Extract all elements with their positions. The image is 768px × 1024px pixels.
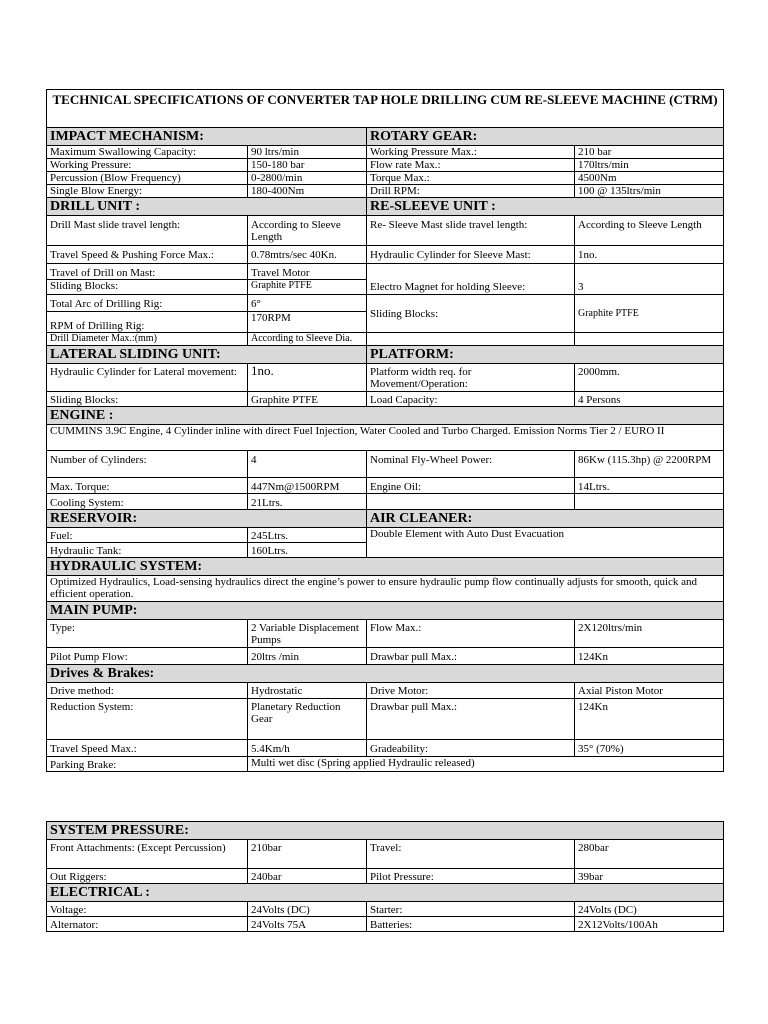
spec-label: Travel: (367, 840, 575, 869)
spec-label: Parking Brake: (47, 757, 248, 772)
spec-label: Engine Oil: (367, 478, 575, 494)
spec-label: Starter: (367, 902, 575, 917)
spec-label: Hydraulic Tank: (47, 543, 248, 558)
spec-label: Gradeability: (367, 740, 575, 757)
spec-value: 20ltrs /min (248, 648, 367, 665)
spec-label: Travel Speed Max.: (47, 740, 248, 757)
spec-value: Hydrostatic (248, 683, 367, 699)
spec-value: 280bar (575, 840, 724, 869)
section-main-pump: MAIN PUMP: (47, 602, 724, 620)
spec-label: Torque Max.: (367, 172, 575, 185)
spec-label: Sliding Blocks: (367, 295, 575, 333)
spec-label: Cooling System: (47, 494, 248, 510)
spec-value: 124Kn (575, 648, 724, 665)
spec-value: 2000mm. (575, 364, 724, 392)
section-reservoir: RESERVOIR: (47, 510, 367, 528)
spec-value: 447Nm@1500RPM (248, 478, 367, 494)
spec-label: Pilot Pump Flow: (47, 648, 248, 665)
spec-value: 170RPM (248, 312, 367, 333)
spec-value: Planetary Reduction Gear (248, 699, 367, 740)
spec-value: 4500Nm (575, 172, 724, 185)
spec-label: RPM of Drilling Rig: (47, 312, 248, 333)
spec-value: 2 Variable Displacement Pumps (248, 620, 367, 648)
spec-value: 160Ltrs. (248, 543, 367, 558)
spec-label: Flow Max.: (367, 620, 575, 648)
spec-label: Voltage: (47, 902, 248, 917)
spec-label: Out Riggers: (47, 869, 248, 884)
spec-table-pressure-electrical (46, 821, 724, 932)
spec-label: Alternator: (47, 917, 248, 932)
spec-label: Sliding Blocks: (47, 392, 248, 407)
spec-label: Sliding Blocks: (47, 280, 248, 295)
spec-value: 35° (70%) (575, 740, 724, 757)
empty-cell (575, 494, 724, 510)
spec-value: 2X120ltrs/min (575, 620, 724, 648)
spec-value: 24Volts 75A (248, 917, 367, 932)
empty-cell (367, 333, 575, 346)
spec-label: Fuel: (47, 528, 248, 543)
empty-cell (367, 494, 575, 510)
section-drives-brakes: Drives & Brakes: (47, 665, 724, 683)
spec-value: 240bar (248, 869, 367, 884)
spec-label: Drive method: (47, 683, 248, 699)
spec-label: Drill Mast slide travel length: (47, 216, 248, 246)
spec-label: Travel of Drill on Mast: (47, 264, 248, 280)
spec-label: Single Blow Energy: (47, 185, 248, 198)
spec-label: Drill RPM: (367, 185, 575, 198)
spec-value: Graphite PTFE (248, 280, 367, 295)
spec-value: Multi wet disc (Spring applied Hydraulic released) (248, 757, 724, 772)
spec-value: 39bar (575, 869, 724, 884)
spec-value: 210bar (248, 840, 367, 869)
spec-value: 21Ltrs. (248, 494, 367, 510)
spec-label: Total Arc of Drilling Rig: (47, 295, 248, 312)
section-electrical: ELECTRICAL : (47, 884, 724, 902)
spec-value: 0-2800/min (248, 172, 367, 185)
spec-label: Reduction System: (47, 699, 248, 740)
spec-label: Maximum Swallowing Capacity: (47, 146, 248, 159)
spec-value: Graphite PTFE (575, 295, 724, 333)
spec-value: 86Kw (115.3hp) @ 2200RPM (575, 451, 724, 478)
spec-value: 4 Persons (575, 392, 724, 407)
spec-label: Hydraulic Cylinder for Sleeve Mast: (367, 246, 575, 264)
spec-value: 180-400Nm (248, 185, 367, 198)
hydraulic-description: Optimized Hydraulics, Load-sensing hydraulics direct the engine’s power to ensure hydraulic pump flow continually adjusts for smooth, quick and efficient operation. (47, 576, 724, 602)
spec-value: Travel Motor (248, 264, 367, 280)
spec-label: Drawbar pull Max.: (367, 648, 575, 665)
spec-value: 245Ltrs. (248, 528, 367, 543)
spec-value: 170ltrs/min (575, 159, 724, 172)
spec-value: 0.78mtrs/sec 40Kn. (248, 246, 367, 264)
spec-label: Working Pressure Max.: (367, 146, 575, 159)
spec-value: 124Kn (575, 699, 724, 740)
spec-label: Pilot Pressure: (367, 869, 575, 884)
spec-label: Nominal Fly-Wheel Power: (367, 451, 575, 478)
spec-value: 150-180 bar (248, 159, 367, 172)
section-resleeve-unit: RE-SLEEVE UNIT : (367, 198, 724, 216)
section-hydraulic-system: HYDRAULIC SYSTEM: (47, 558, 724, 576)
spec-label: Number of Cylinders: (47, 451, 248, 478)
spec-label: Working Pressure: (47, 159, 248, 172)
spec-label: Platform width req. for Movement/Operation: (367, 364, 575, 392)
spec-value: 24Volts (DC) (248, 902, 367, 917)
section-air-cleaner: AIR CLEANER: (367, 510, 724, 528)
section-rotary-gear: ROTARY GEAR: (367, 128, 724, 146)
spec-value: 24Volts (DC) (575, 902, 724, 917)
spec-label: Hydraulic Cylinder for Lateral movement: (47, 364, 248, 392)
spec-label: Max. Torque: (47, 478, 248, 494)
spec-label: Front Attachments: (Except Percussion) (47, 840, 248, 869)
spec-value: 14Ltrs. (575, 478, 724, 494)
spec-label: Electro Magnet for holding Sleeve: (367, 264, 575, 295)
air-cleaner-description: Double Element with Auto Dust Evacuation (367, 528, 724, 558)
spec-label: Percussion (Blow Frequency) (47, 172, 248, 185)
spec-value: 5.4Km/h (248, 740, 367, 757)
spec-label: Travel Speed & Pushing Force Max.: (47, 246, 248, 264)
spec-value: 1no. (575, 246, 724, 264)
spec-value: Axial Piston Motor (575, 683, 724, 699)
section-drill-unit: DRILL UNIT : (47, 198, 367, 216)
spec-value: According to Sleeve Dia. (248, 333, 367, 346)
spec-value: According to Sleeve Length (248, 216, 367, 246)
spec-value: 3 (575, 264, 724, 295)
spec-label: Batteries: (367, 917, 575, 932)
spec-value: Graphite PTFE (248, 392, 367, 407)
spec-label: Load Capacity: (367, 392, 575, 407)
section-engine: ENGINE : (47, 407, 724, 425)
spec-label: Drawbar pull Max.: (367, 699, 575, 740)
section-platform: PLATFORM: (367, 346, 724, 364)
spec-label: Drill Diameter Max.:(mm) (47, 333, 248, 346)
spec-label: Type: (47, 620, 248, 648)
spec-label: Flow rate Max.: (367, 159, 575, 172)
section-lateral-sliding-unit: LATERAL SLIDING UNIT: (47, 346, 367, 364)
spec-value: 90 ltrs/min (248, 146, 367, 159)
spec-label: Drive Motor: (367, 683, 575, 699)
spec-value: 100 @ 135ltrs/min (575, 185, 724, 198)
spec-value: 210 bar (575, 146, 724, 159)
spec-table-main (46, 89, 724, 772)
spec-value: 2X12Volts/100Ah (575, 917, 724, 932)
spec-label: Re- Sleeve Mast slide travel length: (367, 216, 575, 246)
section-system-pressure: SYSTEM PRESSURE: (47, 822, 724, 840)
document-title: TECHNICAL SPECIFICATIONS OF CONVERTER TAP HOLE DRILLING CUM RE-SLEEVE MACHINE (CTRM) (47, 90, 724, 128)
spec-value: 1no. (248, 364, 367, 392)
section-impact-mechanism: IMPACT MECHANISM: (47, 128, 367, 146)
engine-description: CUMMINS 3.9C Engine, 4 Cylinder inline with direct Fuel Injection, Water Cooled and Turbo Charged. Emission Norms Tier 2 / EURO II (47, 425, 724, 451)
spec-value: 4 (248, 451, 367, 478)
spec-value: 6° (248, 295, 367, 312)
empty-cell (575, 333, 724, 346)
spec-value: According to Sleeve Length (575, 216, 724, 246)
